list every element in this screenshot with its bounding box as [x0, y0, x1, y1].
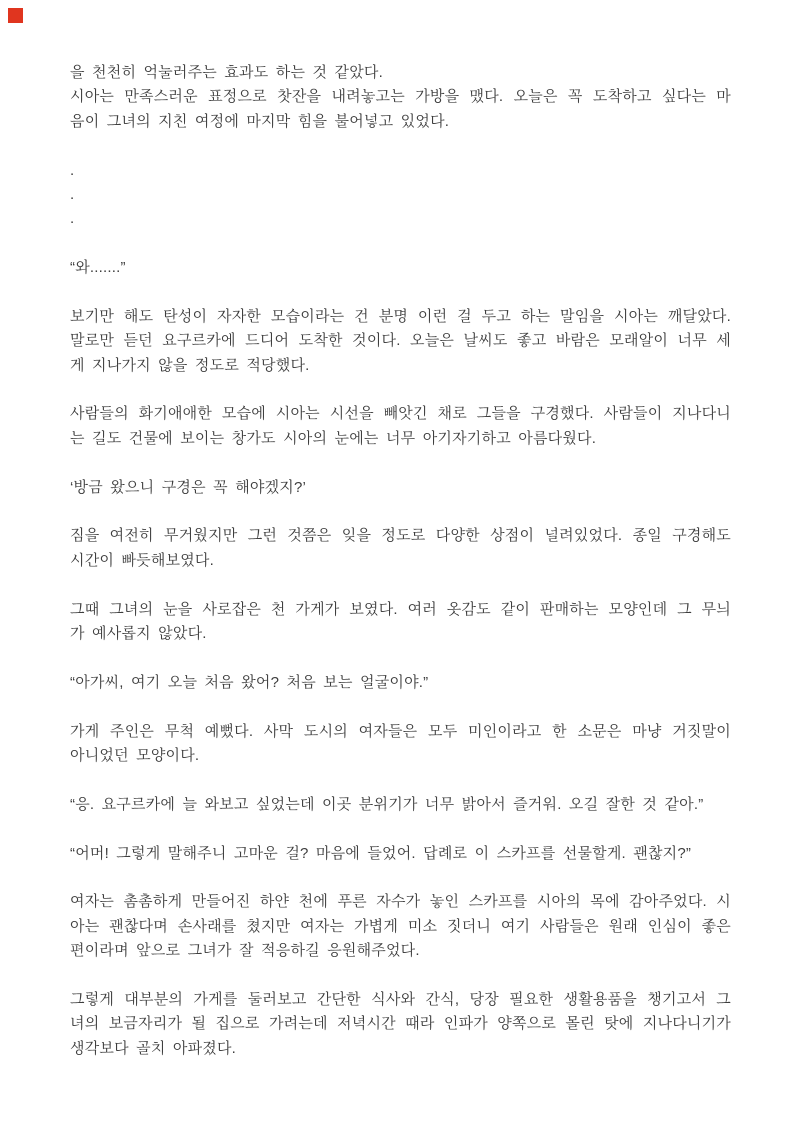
paragraph-block: [70, 305, 731, 378]
paragraph-block: [70, 256, 731, 280]
text-line: “와.......”: [70, 259, 126, 277]
text-line: 시간이 빠듯해보였다.: [70, 551, 214, 569]
text-line: 편이라며 앞으로 그녀가 잘 적응하길 응원해주었다.: [70, 942, 420, 960]
text-line: 짐을 여전히 무거웠지만 그런 것쯤은 잊을 정도로 다양한 상점이 널려있었다. 종일 구경해도: [70, 527, 731, 545]
text-line: 그렇게 대부분의 가게를 둘러보고 간단한 식사와 간식, 당장 필요한 생활용품을 챙기고서 그: [70, 990, 731, 1008]
text-line: “아가씨, 여기 오늘 처음 왔어? 처음 보는 얼굴이야.”: [70, 673, 429, 691]
text-line: .: [70, 185, 75, 203]
text-line: 말로만 듣던 요구르카에 드디어 도착한 것이다. 오늘은 날씨도 좋고 바람은 모래알이 너무 세: [70, 332, 731, 350]
text-line: 시아는 만족스러운 표정으로 찻잔을 내려놓고는 가방을 맸다. 오늘은 꼭 도착하고 싶다는 마: [70, 88, 731, 106]
text-line: 가게 주인은 무척 예뻤다. 사막 도시의 여자들은 모두 미인이라고 한 소문은 마냥 거짓말이: [70, 722, 731, 740]
text-line: ‘방금 왔으니 구경은 꼭 해야겠지?’: [70, 478, 307, 496]
paragraph-block: [70, 890, 731, 963]
text-line: 는 길도 건물에 보이는 창가도 시아의 눈에는 너무 아기자기하고 아름다웠다.: [70, 429, 597, 447]
text-line: 을 천천히 억눌러주는 효과도 하는 것 같았다.: [70, 64, 383, 81]
text-line: 그때 그녀의 눈을 사로잡은 천 가게가 보였다. 여러 옷감도 같이 판매하는 모양인데 그 무늬: [70, 600, 731, 618]
text-line: 아는 괜찮다며 손사래를 쳤지만 여자는 가볍게 미소 짓더니 여기 사람들은 원래 인심이 좋은: [70, 917, 731, 935]
paragraph-block: [70, 61, 731, 134]
paragraph-block: [70, 159, 731, 232]
paragraph-block: [70, 476, 731, 500]
text-line: 게 지나가지 않을 정도로 적당했다.: [70, 356, 310, 374]
text-line: “어머! 그렇게 말해주니 고마운 걸? 마음에 들었어. 답례로 이 스카프를 선물할게. 괜찮지?”: [70, 844, 692, 862]
text-line: 사람들의 화기애애한 모습에 시아는 시선을 빼앗긴 채로 그들을 구경했다. 사람들이 지나다니: [70, 405, 731, 423]
text-line: “응. 요구르카에 늘 와보고 싶었는데 이곳 분위기가 너무 밝아서 즐거워. 오길 잘한 것 같아.”: [70, 795, 704, 813]
text-line: 여자는 촘촘하게 만들어진 하얀 천에 푸른 자수가 놓인 스카프를 시아의 목에 감아주었다. 시: [70, 893, 731, 911]
text-line: 생각보다 골치 아파졌다.: [70, 1039, 237, 1057]
text-line: 음이 그녀의 지친 여정에 마지막 힘을 불어넣고 있었다.: [70, 112, 450, 130]
paragraph-block: [70, 793, 731, 817]
text-line: .: [70, 161, 75, 179]
paragraph-block: [70, 720, 731, 769]
text-line: 아니었던 모양이다.: [70, 746, 200, 764]
text-line: 가 예사롭지 않았다.: [70, 624, 207, 642]
text-line: 보기만 해도 탄성이 자자한 모습이라는 건 분명 이런 걸 두고 하는 말임을 시아는 깨달았다.: [70, 307, 731, 325]
paragraph-block: [70, 988, 731, 1061]
paragraph-block: [70, 671, 731, 695]
paragraph-block: [70, 402, 731, 451]
text-line: 녀의 보금자리가 될 집으로 가려는데 저녁시간 때라 인파가 양쪽으로 몰린 탓에 지나다니기가: [70, 1015, 731, 1033]
text-line: .: [70, 210, 75, 228]
paragraph-block: [70, 842, 731, 866]
paragraph-block: [70, 524, 731, 573]
paragraph-block: [70, 598, 731, 647]
